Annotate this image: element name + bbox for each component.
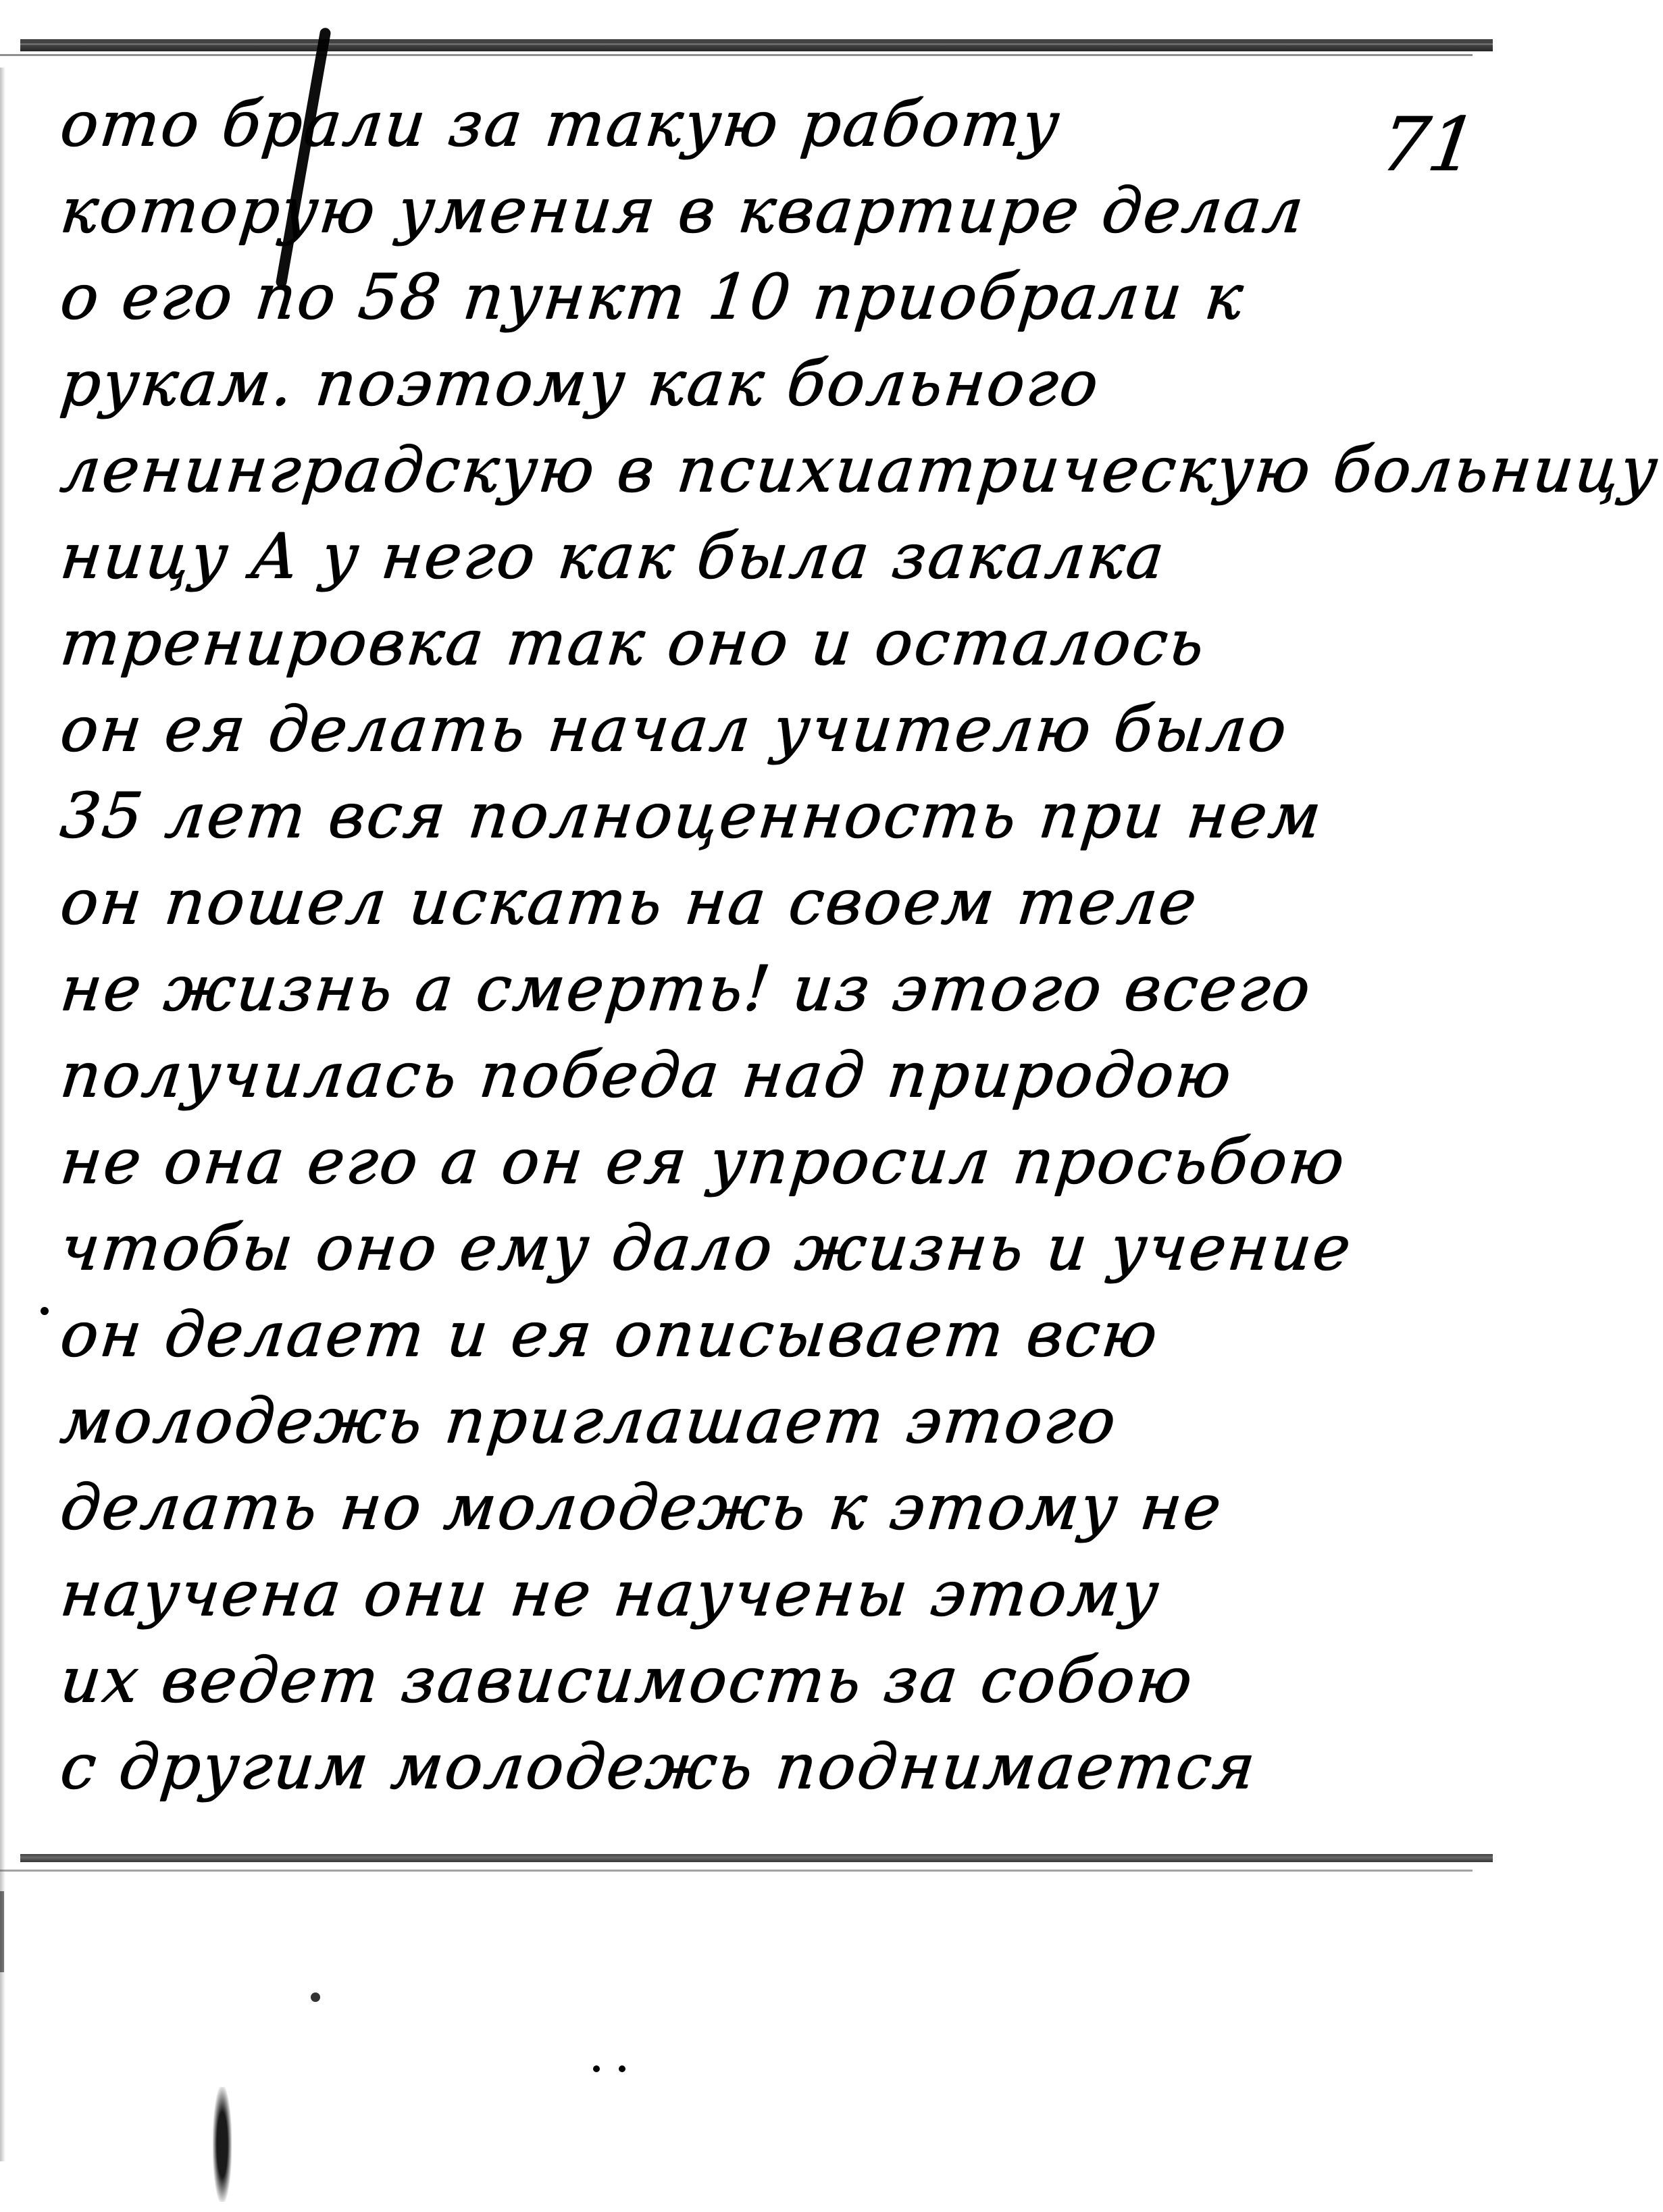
ink-dot xyxy=(619,2065,625,2072)
handwritten-text-block xyxy=(57,81,1663,1810)
text-line: не жизнь а смерть! из этого всего xyxy=(57,952,1316,1025)
text-line: которую умения в квартире делал xyxy=(57,174,1309,247)
text-line: их ведет зависимость за собою xyxy=(57,1644,1198,1716)
text-line: не она его а он ея упросил просьбою xyxy=(57,1125,1350,1198)
top-scan-band xyxy=(20,39,1493,51)
text-line: он делает и ея описывает всю xyxy=(57,1298,1162,1370)
ink-smudge xyxy=(213,2087,232,2202)
text-line: с другим молодежь поднимается xyxy=(57,1730,1260,1803)
text-line: ленинградскую в психиатрическую больницу xyxy=(57,434,1663,506)
ink-dot xyxy=(41,1307,49,1315)
text-line: 35 лет вся полноценность при нем xyxy=(57,779,1327,852)
text-line: ото брали за такую работу xyxy=(57,88,1065,160)
text-line: о его по 58 пункт 10 приобрали к xyxy=(57,261,1248,333)
text-line: тренировка так оно и осталось xyxy=(57,607,1209,679)
text-line: он ея делать начал учителю было xyxy=(57,693,1292,765)
page-number: 71 xyxy=(1375,101,1482,188)
text-line: получилась победа над природою xyxy=(57,1039,1237,1111)
text-line: он пошел искать на своем теле xyxy=(57,866,1202,938)
bottom-scan-band xyxy=(20,1854,1493,1862)
left-edge-shadow xyxy=(0,68,5,2161)
text-line: научена они не научены этому xyxy=(57,1558,1164,1630)
text-line: молодежь приглашает этого xyxy=(57,1385,1121,1457)
left-edge-mark xyxy=(0,1891,4,1972)
text-line: ницу А у него как была закалка xyxy=(57,520,1169,592)
text-line: чтобы оно ему дало жизнь и учение xyxy=(57,1212,1356,1284)
ink-dot xyxy=(311,1992,320,2002)
text-line: рукам. поэтому как больного xyxy=(57,347,1104,419)
bottom-scan-line xyxy=(0,1870,1473,1872)
top-scan-line xyxy=(0,54,1473,56)
text-line: делать но молодежь к этому не xyxy=(57,1471,1227,1543)
ink-dot xyxy=(593,2065,600,2072)
